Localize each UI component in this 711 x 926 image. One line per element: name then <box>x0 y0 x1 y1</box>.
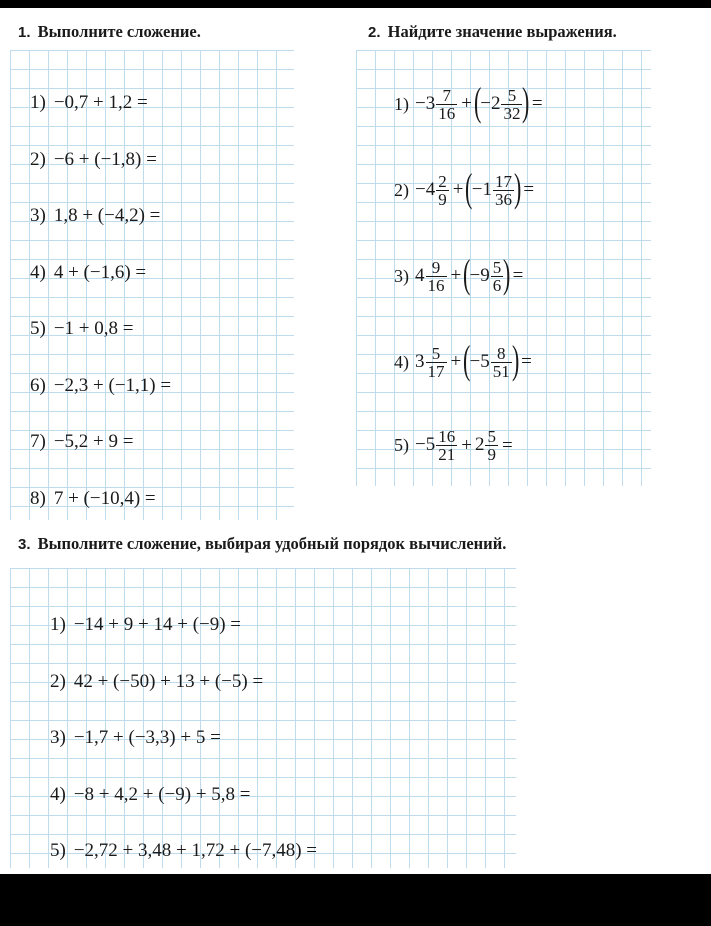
task3-heading <box>18 534 506 554</box>
task2-exercise <box>394 79 543 124</box>
exercise-label: 5) <box>50 840 66 861</box>
denominator: 17 <box>427 361 445 381</box>
exercise-label: 4) <box>30 261 46 283</box>
exercise-label: 5) <box>30 318 46 339</box>
exercise-expression: −5,2 + 9 = <box>53 431 134 452</box>
left-parenthesis: ( <box>465 165 473 210</box>
task1-title: Выполните сложение. <box>37 22 201 41</box>
mixed-number <box>415 87 458 122</box>
exercise-label: 1) <box>50 614 66 635</box>
task1-exercise <box>30 375 171 397</box>
exercise-expression: −1,7 + (−3,3) + 5 = <box>73 727 221 748</box>
fraction <box>491 345 512 380</box>
mixed-number <box>415 259 448 294</box>
exercise-label: 1) <box>394 93 409 114</box>
task3-number: 3. <box>18 536 31 553</box>
task3-exercise <box>50 727 221 749</box>
numerator: 9 <box>431 257 441 277</box>
exercise-expression: −2,3 + (−1,1) = <box>53 374 172 396</box>
mixed-number <box>475 428 499 463</box>
exercise-label: 4) <box>394 351 409 372</box>
task1-exercise <box>30 149 157 171</box>
exercise-expression: 42 + (−50) + 13 + (−5) = <box>73 670 264 692</box>
numerator: 5 <box>487 427 496 446</box>
task3-exercise <box>50 840 317 862</box>
equals-sign: = <box>523 179 535 200</box>
exercise-label: 2) <box>394 179 409 200</box>
denominator: 9 <box>487 445 496 464</box>
left-parenthesis: ( <box>463 251 471 296</box>
exercise-label: 5) <box>394 435 409 455</box>
numerator: 2 <box>438 171 447 191</box>
task3-title: Выполните сложение, выбирая удобный порядок вычислений. <box>37 534 507 553</box>
whole-part: −9 <box>469 264 490 286</box>
whole-part: −5 <box>415 433 436 455</box>
fraction <box>426 345 447 380</box>
plus-sign: + <box>452 179 464 200</box>
left-parenthesis: ( <box>463 337 471 382</box>
fraction <box>436 173 449 208</box>
denominator: 32 <box>503 103 521 123</box>
task2-number: 2. <box>368 24 381 41</box>
whole-part: −5 <box>469 350 490 372</box>
whole-part: −3 <box>415 92 436 114</box>
numerator: 17 <box>494 171 512 191</box>
right-parenthesis: ) <box>511 337 520 382</box>
numerator: 8 <box>497 343 506 363</box>
exercise-expression: −0,7 + 1,2 = <box>53 92 148 113</box>
whole-part: 4 <box>415 264 425 286</box>
exercise-label: 3) <box>50 727 66 748</box>
task1-exercise <box>30 205 160 227</box>
exercise-expression: −8 + 4,2 + (−9) + 5,8 = <box>73 783 251 805</box>
task1-heading <box>18 22 201 42</box>
plus-sign: + <box>450 265 462 286</box>
whole-part: −2 <box>480 92 501 114</box>
task2-exercise <box>394 428 513 463</box>
mixed-number <box>415 428 458 463</box>
denominator: 6 <box>492 275 502 295</box>
task2-exercise <box>394 251 524 296</box>
exercise-label: 3) <box>30 205 46 226</box>
plus-sign: + <box>450 351 462 372</box>
whole-part: 2 <box>474 433 485 455</box>
numerator: 5 <box>492 257 502 277</box>
right-parenthesis: ) <box>513 165 522 210</box>
task3-exercise <box>50 614 241 636</box>
exercise-expression: −1 + 0,8 = <box>53 318 134 339</box>
task2-title: Найдите значение выражения. <box>387 22 617 41</box>
fraction <box>491 259 504 294</box>
whole-part: −4 <box>415 178 436 200</box>
denominator: 51 <box>492 361 510 381</box>
exercise-label: 3) <box>394 265 409 286</box>
task3-grid <box>10 568 516 868</box>
exercise-expression: 4 + (−1,6) = <box>53 261 147 283</box>
denominator: 36 <box>494 189 512 209</box>
exercise-expression: −14 + 9 + 14 + (−9) = <box>73 614 242 635</box>
fraction <box>426 259 447 294</box>
left-parenthesis: ( <box>473 79 482 124</box>
task2-exercise <box>394 165 535 210</box>
task1-exercise <box>30 318 133 340</box>
denominator: 16 <box>427 275 445 295</box>
mixed-number <box>470 259 505 294</box>
exercise-expression: 1,8 + (−4,2) = <box>53 205 161 226</box>
fraction <box>485 428 498 463</box>
equals-sign: = <box>521 351 532 372</box>
exercise-label: 4) <box>50 783 66 805</box>
denominator: 16 <box>438 103 456 123</box>
task2-heading <box>368 22 617 42</box>
worksheet-page <box>0 8 711 874</box>
fraction <box>436 87 457 122</box>
task1-number: 1. <box>18 24 31 41</box>
exercise-label: 7) <box>30 431 46 452</box>
equals-sign: = <box>501 434 513 456</box>
task1-exercise <box>30 431 133 453</box>
equals-sign: = <box>531 93 543 114</box>
task3-exercise <box>50 784 251 806</box>
exercise-label: 2) <box>30 148 46 170</box>
whole-part: −1 <box>471 178 492 200</box>
exercise-label: 6) <box>30 374 46 396</box>
exercise-label: 2) <box>50 670 66 692</box>
numerator: 7 <box>442 85 451 105</box>
exercise-label: 8) <box>30 487 46 509</box>
task1-exercise <box>30 262 146 284</box>
mixed-number <box>470 345 513 380</box>
mixed-number <box>415 173 450 208</box>
right-parenthesis: ) <box>522 79 530 124</box>
denominator: 21 <box>438 445 456 464</box>
numerator: 16 <box>438 427 456 446</box>
fraction <box>501 87 522 122</box>
fraction <box>436 428 457 463</box>
exercise-expression: −2,72 + 3,48 + 1,72 + (−7,48) = <box>73 840 318 861</box>
exercise-expression: −6 + (−1,8) = <box>53 148 157 170</box>
mixed-number <box>480 87 523 122</box>
exercise-label: 1) <box>30 92 46 113</box>
numerator: 5 <box>507 85 517 105</box>
equals-sign: = <box>512 265 524 286</box>
task2-exercise <box>394 337 532 382</box>
task3-exercise <box>50 671 263 693</box>
task1-exercise <box>30 488 156 510</box>
right-parenthesis: ) <box>503 251 511 296</box>
denominator: 9 <box>438 189 447 209</box>
mixed-number <box>472 173 515 208</box>
exercise-expression: 7 + (−10,4) = <box>53 487 156 509</box>
mixed-number <box>415 345 448 380</box>
fraction <box>493 173 514 208</box>
plus-sign: + <box>461 434 472 456</box>
task1-exercise <box>30 92 148 114</box>
plus-sign: + <box>461 93 472 114</box>
whole-part: 3 <box>415 350 425 372</box>
numerator: 5 <box>431 343 441 363</box>
